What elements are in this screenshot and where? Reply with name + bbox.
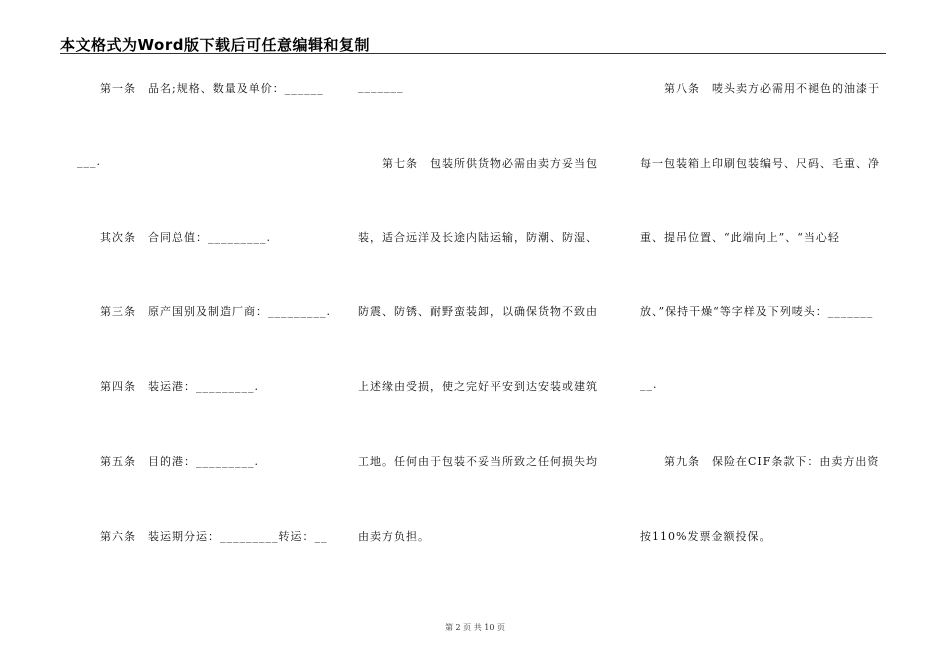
clause-3-line: 第三条 原产国别及制造厂商：_________.	[100, 305, 331, 318]
clause-5-line: 第五条 目的港：_________.	[100, 455, 259, 468]
clause-8-line-4: 放、”保持干燥“等字样及下列唛头：_______	[640, 305, 874, 318]
clause-7-line-5: 工地。任何由于包装不妥当所致之任何损失均	[358, 455, 598, 468]
document-header-title: 本文格式为Word版下载后可任意编辑和复制	[60, 36, 370, 54]
clause-1-line: 第一条 品名;规格、数量及单价：______	[100, 82, 324, 95]
clause-7-line-4: 上述缘由受损，使之完好平安到达安装或建筑	[358, 380, 598, 393]
clause-1-blank-continuation: _______	[358, 80, 404, 93]
header-divider	[60, 53, 886, 54]
clause-7-line-3: 防震、防锈、耐野蛮装卸，以确保货物不致由	[358, 305, 598, 318]
clause-8-line-2: 每一包装箱上印刷包装编号、尺码、毛重、净	[640, 157, 880, 170]
page-number: 第 2 页 共 10 页	[445, 623, 505, 632]
clause-1-continuation: ___.	[77, 155, 101, 168]
clause-7-line-1: 第七条 包装所供货物必需由卖方妥当包	[382, 157, 598, 170]
clause-8-line-3: 重、提吊位置、“此端向上”、“当心轻	[640, 231, 840, 244]
clause-9-line-1: 第九条 保险在CIF条款下：由卖方出资	[664, 455, 880, 468]
clause-4-line: 第四条 装运港：_________.	[100, 380, 259, 393]
clause-7-line-2: 装，适合远洋及长途内陆运输，防潮、防湿、	[358, 231, 598, 244]
clause-9-line-2: 按110%发票金额投保。	[640, 530, 772, 543]
clause-6-line: 第六条 装运期分运：_________转运：__	[100, 530, 328, 543]
clause-8-line-1: 第八条 唛头卖方必需用不褪色的油漆于	[664, 82, 880, 95]
clause-8-line-5: __.	[640, 378, 658, 391]
clause-7-line-6: 由卖方负担。	[358, 530, 430, 543]
clause-2-line: 其次条 合同总值：_________.	[100, 231, 271, 244]
